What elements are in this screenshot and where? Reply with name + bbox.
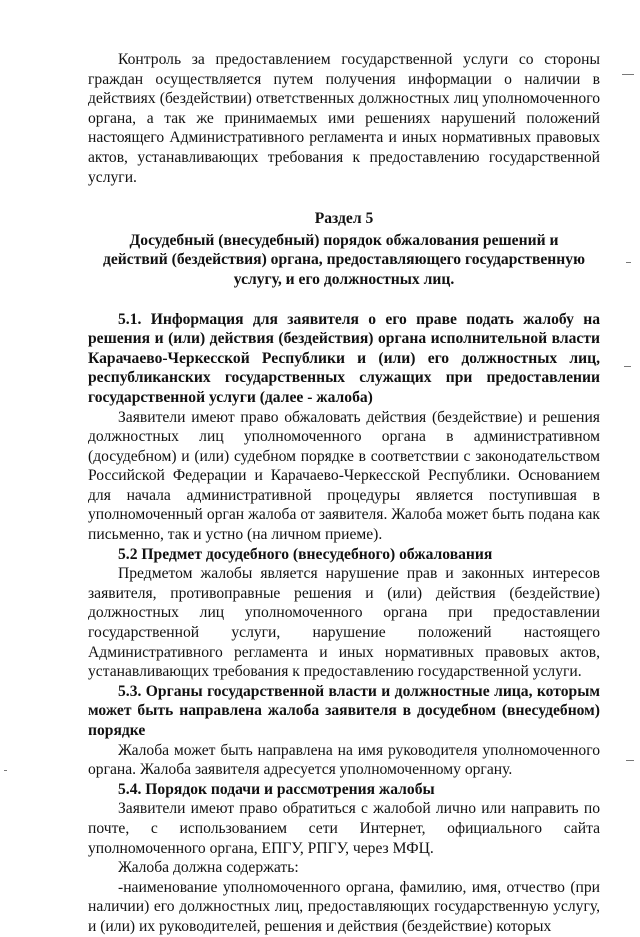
heading-5-4: 5.4. Порядок подачи и рассмотрения жалобы xyxy=(118,780,435,798)
heading-5-3: 5.3. Органы государственной власти и должностные лица, которым может быть направлена жалоба заявителя в досудебном (внесудебном) порядке xyxy=(88,682,600,739)
section-title-line-1: Досудебный (внесудебный) порядок обжалования решений и xyxy=(129,231,559,249)
scan-speck xyxy=(626,760,634,761)
heading-5-2: 5.2 Предмет досудебного (внесудебного) обжалования xyxy=(118,545,493,563)
paragraph-5-1: Заявители имеют право обжаловать действия (бездействие) и решения должностных лиц уполномоченного органа в административном (досудебном) и (или) судебном порядке в соответствии с законодательством Российской Федерации и Карачаево-Черкесской Республики. Основанием для начала административной процедуры является поступившая в уполномоченный орган жалоба от заявителя. Жалоба может быть подана как письменно, так и устно (на личном приеме). xyxy=(88,408,600,544)
paragraph-5-2: Предметом жалобы является нарушение прав и законных интересов заявителя, противоправные решения и (или) действия (бездействие) должностных лиц уполномоченного органа при предоставлении государственной услуги, нарушение положений настоящего Административного регламента и иных нормативных правовых актов, устанавливающих требования к предоставлению государственной услуги. xyxy=(88,565,600,681)
scan-speck xyxy=(622,74,634,75)
scan-speck xyxy=(4,770,7,771)
paragraph-5-3: Жалоба может быть направлена на имя руководителя уполномоченного органа. Жалоба заявителя адресуется уполномоченному органу. xyxy=(88,741,600,779)
section-title-line-3: услугу, и его должностных лиц. xyxy=(233,270,455,288)
section-number: Раздел 5 xyxy=(314,210,374,228)
scan-speck xyxy=(626,262,631,263)
paragraph-5-4: Заявители имеют право обратиться с жалобой лично или направить по почте, с использованием сети Интернет, официального сайта уполномоченного органа, ЕПГУ, РПГУ, через МФЦ. xyxy=(88,800,600,857)
document-body xyxy=(88,50,600,937)
scan-speck xyxy=(624,366,631,367)
list-intro: Жалоба должна содержать: xyxy=(118,859,299,877)
section-title-line-2: действий (бездействия) органа, предоставляющего государственную xyxy=(103,251,585,269)
intro-paragraph: Контроль за предоставлением государственной услуги со стороны граждан осуществляется путем получения информации о наличии в действиях (бездействии) ответственных должностных лиц уполномоченного органа, а так же принимаемых ими решениях нарушений положений настоящего Административного регламента и иных нормативных правовых актов, устанавливающих требования к предоставлению государственной услуги. xyxy=(88,51,600,186)
heading-5-1: 5.1. Информация для заявителя о его праве подать жалобу на решения и (или) действия (бездействия) органа исполнительной власти Карачаево-Черкесской Республики и (или) его должностных лиц, республиканских государственных служащих при предоставлении государственной услуги (далее - жалоба) xyxy=(88,310,600,406)
list-item-1: -наименование уполномоченного органа, фамилию, имя, отчество (при наличии) его должностных лиц, предоставляющих государственную услугу, и (или) их руководителей, решения и действия (бездействие) которых xyxy=(88,878,600,935)
